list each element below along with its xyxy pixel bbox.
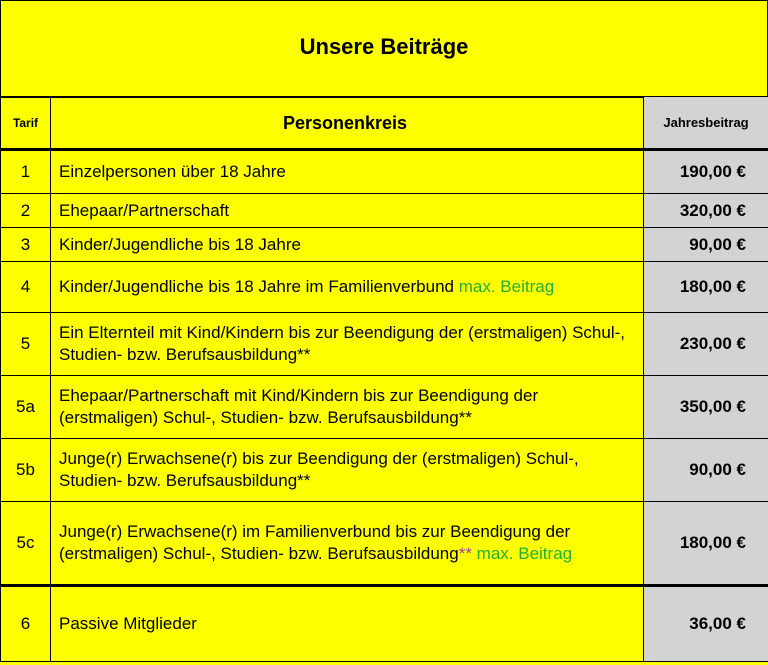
row-tarif: 4 (1, 262, 51, 313)
row-fee: 350,00 € (644, 376, 768, 439)
row-description: Ein Elternteil mit Kind/Kindern bis zur Beendigung der (erstmaligen) Schul-, Studien- bzw. Berufsausbildung** (51, 313, 644, 376)
page-title: Unsere Beiträge (299, 33, 469, 59)
row-tarif: 2 (1, 194, 51, 228)
stars-marker: ** (458, 544, 472, 563)
row-tarif: 5b (1, 439, 51, 502)
fee-table (0, 96, 768, 662)
row-fee: 180,00 € (644, 262, 768, 313)
row-description-text: Kinder/Jugendliche bis 18 Jahre im Familienverbund (59, 277, 454, 296)
row-fee: 320,00 € (644, 194, 768, 228)
row-description: Einzelpersonen über 18 Jahre (51, 150, 644, 194)
row-fee: 230,00 € (644, 313, 768, 376)
row-tarif: 5c (1, 502, 51, 586)
table-row (1, 313, 768, 376)
header-tarif: Tarif (1, 97, 51, 150)
row-fee: 90,00 € (644, 228, 768, 262)
title-row (0, 0, 768, 98)
row-tarif: 3 (1, 228, 51, 262)
table-row (1, 262, 768, 313)
row-tarif: 1 (1, 150, 51, 194)
row-fee: 190,00 € (644, 150, 768, 194)
row-tarif: 5 (1, 313, 51, 376)
header-personenkreis: Personenkreis (51, 97, 644, 150)
row-description (51, 502, 644, 586)
table-header-row (1, 97, 768, 150)
row-description-text: Junge(r) Erwachsene(r) im Familienverbund bis zur Beendigung der (erstmaligen) Schul-, Studien- bzw. Berufsausbildung (59, 522, 571, 563)
table-row (1, 502, 768, 586)
row-tarif: 5a (1, 376, 51, 439)
row-description: Ehepaar/Partnerschaft (51, 194, 644, 228)
row-description: Kinder/Jugendliche bis 18 Jahre (51, 228, 644, 262)
table-row (1, 194, 768, 228)
table-row (1, 439, 768, 502)
max-beitrag-note: max. Beitrag (458, 277, 555, 296)
row-description: Passive Mitglieder (51, 586, 644, 662)
table-row (1, 228, 768, 262)
row-fee: 180,00 € (644, 502, 768, 586)
header-jahresbeitrag: Jahresbeitrag (644, 97, 768, 150)
row-tarif: 6 (1, 586, 51, 662)
row-fee: 36,00 € (644, 586, 768, 662)
row-fee: 90,00 € (644, 439, 768, 502)
table-row (1, 376, 768, 439)
table-row (1, 586, 768, 662)
max-beitrag-note: max. Beitrag (476, 544, 573, 563)
row-description (51, 262, 644, 313)
row-description: Junge(r) Erwachsene(r) bis zur Beendigung der (erstmaligen) Schul-, Studien- bzw. Berufsausbildung** (51, 439, 644, 502)
row-description: Ehepaar/Partnerschaft mit Kind/Kindern bis zur Beendigung der (erstmaligen) Schul-, Studien- bzw. Berufsausbildung** (51, 376, 644, 439)
table-row (1, 150, 768, 194)
